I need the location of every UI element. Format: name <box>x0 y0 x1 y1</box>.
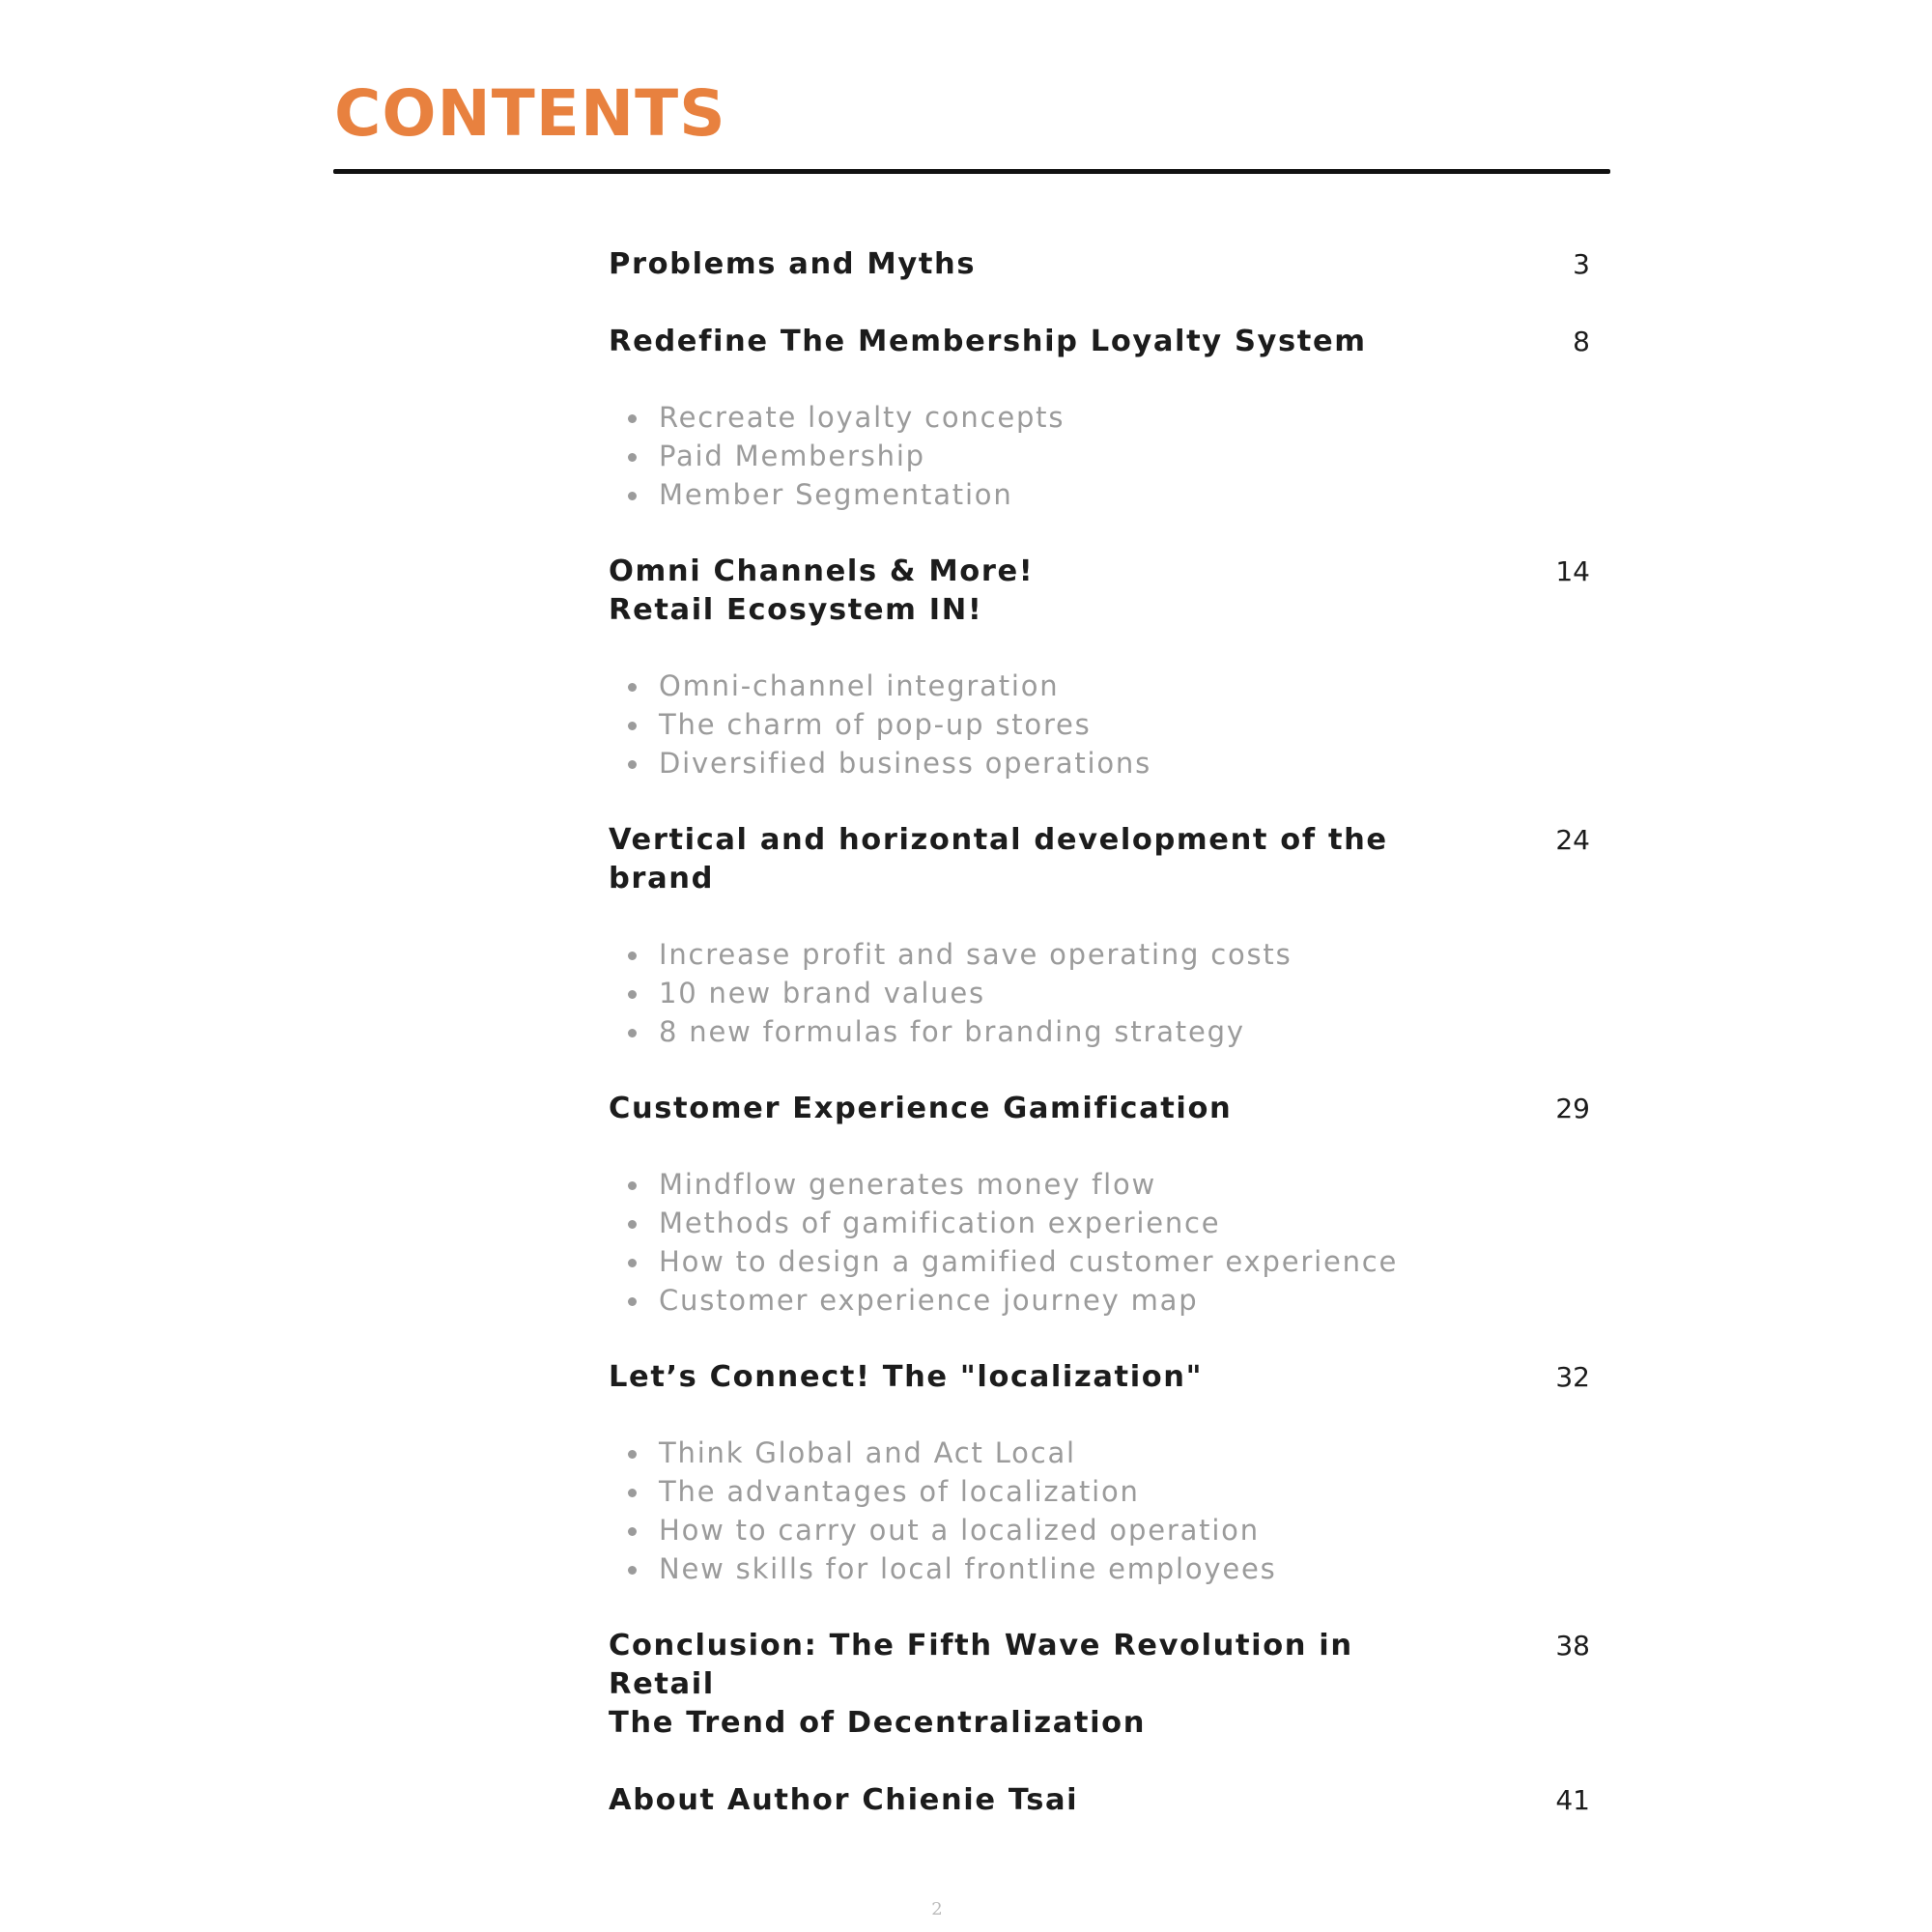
toc-subitem <box>628 1242 1604 1281</box>
toc-subitem <box>628 744 1604 782</box>
toc-subitem-label: Customer experience journey map <box>659 1284 1199 1317</box>
toc-subitem-label: Member Segmentation <box>659 478 1013 511</box>
toc-subitem <box>628 475 1604 514</box>
toc-entry-title: Omni Channels & More! Retail Ecosystem IN! <box>609 554 1035 627</box>
toc-entry[interactable] <box>609 1358 1604 1397</box>
toc-subitem-list <box>609 935 1604 1051</box>
page-title: CONTENTS <box>334 76 726 151</box>
toc-entry-page-number: 32 <box>1555 1361 1590 1393</box>
toc-section <box>609 1781 1604 1820</box>
bullet-icon <box>628 990 637 999</box>
toc-subitem <box>628 437 1604 475</box>
toc-subitem-list <box>609 1165 1604 1320</box>
toc-entry-page-number: 41 <box>1555 1784 1590 1816</box>
bullet-icon <box>628 1566 637 1575</box>
toc-subitem-label: Diversified business operations <box>659 747 1151 780</box>
toc-section <box>609 553 1604 782</box>
toc-subitem-label: Methods of gamification experience <box>659 1207 1221 1239</box>
toc-entry-page-number: 29 <box>1555 1093 1590 1124</box>
toc-subitem-label: Mindflow generates money flow <box>659 1168 1157 1201</box>
toc-subitem-label: The advantages of localization <box>659 1475 1140 1508</box>
toc-entry-page-number: 14 <box>1555 555 1590 587</box>
toc-section <box>609 1627 1604 1743</box>
toc-subitem-label: How to carry out a localized operation <box>659 1514 1260 1547</box>
toc-entry[interactable] <box>609 245 1604 284</box>
bullet-icon <box>628 760 637 769</box>
toc-entry-title: About Author Chienie Tsai <box>609 1783 1079 1817</box>
toc-entry-title: Conclusion: The Fifth Wave Revolution in Retail The Trend of Decentralization <box>609 1629 1353 1740</box>
toc-entry-title: Let’s Connect! The "localization" <box>609 1360 1204 1394</box>
toc-subitem <box>628 1511 1604 1549</box>
toc-section <box>609 1358 1604 1588</box>
toc-subitem <box>628 1012 1604 1051</box>
toc-entry-title: Customer Experience Gamification <box>609 1092 1233 1125</box>
toc-subitem-label: 10 new brand values <box>659 977 985 1009</box>
bullet-icon <box>628 1259 637 1267</box>
page-number: 2 <box>931 1899 943 1919</box>
toc-entry-page-number: 8 <box>1573 326 1590 357</box>
toc-subitem-label: 8 new formulas for branding strategy <box>659 1015 1245 1048</box>
bullet-icon <box>628 1297 637 1306</box>
toc-subitem-label: How to design a gamified customer experience <box>659 1245 1399 1278</box>
toc-entry-page-number: 24 <box>1555 824 1590 856</box>
bullet-icon <box>628 952 637 960</box>
toc-subitem-label: Increase profit and save operating costs <box>659 938 1293 971</box>
toc-subitem-label: Think Global and Act Local <box>659 1436 1076 1469</box>
toc-subitem-list <box>609 667 1604 782</box>
toc-subitem <box>628 667 1604 705</box>
toc-subitem <box>628 974 1604 1012</box>
toc-entry-page-number: 3 <box>1573 248 1590 280</box>
bullet-icon <box>628 1489 637 1497</box>
bullet-icon <box>628 722 637 730</box>
toc-subitem <box>628 1472 1604 1511</box>
toc-section <box>609 323 1604 514</box>
toc-entry[interactable] <box>609 1090 1604 1128</box>
bullet-icon <box>628 1029 637 1037</box>
toc-entry[interactable] <box>609 553 1604 630</box>
toc-subitem <box>628 1281 1604 1320</box>
toc-subitem <box>628 1549 1604 1588</box>
toc-entry[interactable] <box>609 1627 1604 1743</box>
toc-entry[interactable] <box>609 323 1604 361</box>
bullet-icon <box>628 453 637 462</box>
toc-section <box>609 821 1604 1051</box>
bullet-icon <box>628 1450 637 1459</box>
toc-subitem <box>628 705 1604 744</box>
toc-subitem-list <box>609 398 1604 514</box>
bullet-icon <box>628 683 637 692</box>
title-divider <box>333 169 1610 174</box>
bullet-icon <box>628 1220 637 1229</box>
toc-subitem <box>628 1165 1604 1204</box>
toc-entry-title: Problems and Myths <box>609 247 977 281</box>
toc-subitem <box>628 398 1604 437</box>
toc-section <box>609 245 1604 284</box>
bullet-icon <box>628 414 637 423</box>
toc-subitem-label: The charm of pop-up stores <box>659 708 1092 741</box>
bullet-icon <box>628 1181 637 1190</box>
table-of-contents <box>609 245 1604 1859</box>
toc-subitem <box>628 1434 1604 1472</box>
toc-entry-page-number: 38 <box>1555 1630 1590 1662</box>
toc-subitem-label: Paid Membership <box>659 440 925 472</box>
toc-subitem-label: New skills for local frontline employees <box>659 1552 1277 1585</box>
toc-subitem <box>628 1204 1604 1242</box>
toc-entry-title: Vertical and horizontal development of the brand <box>609 823 1388 895</box>
toc-subitem-list <box>609 1434 1604 1588</box>
toc-entry-title: Redefine The Membership Loyalty System <box>609 325 1367 358</box>
toc-entry[interactable] <box>609 1781 1604 1820</box>
bullet-icon <box>628 1527 637 1536</box>
toc-subitem <box>628 935 1604 974</box>
toc-subitem-label: Recreate loyalty concepts <box>659 401 1065 434</box>
toc-section <box>609 1090 1604 1320</box>
bullet-icon <box>628 492 637 500</box>
toc-subitem-label: Omni-channel integration <box>659 669 1060 702</box>
toc-entry[interactable] <box>609 821 1604 898</box>
